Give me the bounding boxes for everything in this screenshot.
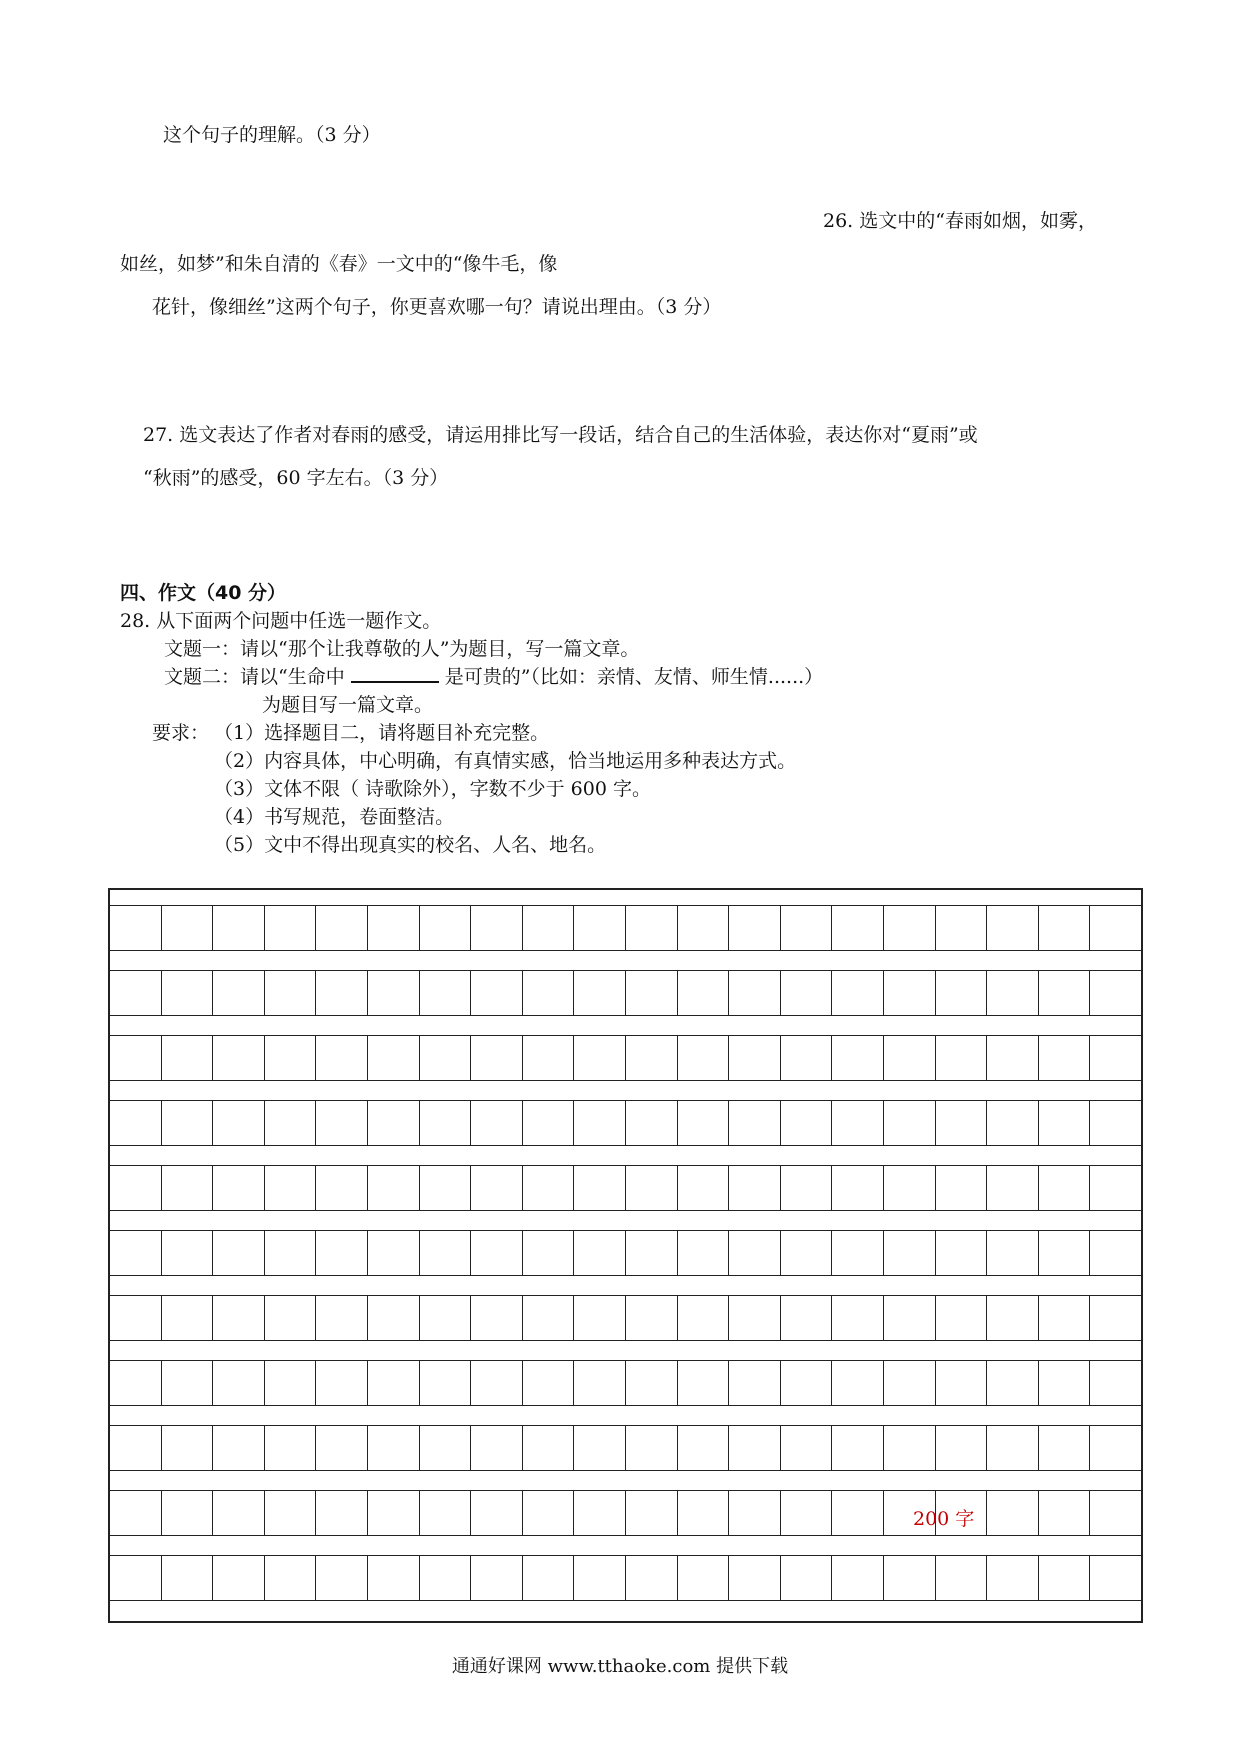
grid-cell[interactable] [471,1231,523,1275]
grid-cell[interactable] [781,1231,833,1275]
grid-cell[interactable] [1039,1036,1091,1080]
grid-cell[interactable] [368,1296,420,1340]
grid-cell[interactable] [265,1101,317,1145]
grid-cell[interactable] [626,1491,678,1535]
grid-cell[interactable] [832,1556,884,1600]
q26-line2: 如丝，如梦”和朱自清的《春》一文中的“像牛毛，像 [120,253,558,275]
grid-cell[interactable] [523,1361,575,1405]
grid-cell[interactable] [678,1426,730,1470]
grid-cell[interactable] [110,1491,162,1535]
grid-cell[interactable] [523,1426,575,1470]
grid-cell[interactable] [368,1231,420,1275]
grid-cell[interactable] [678,1036,730,1080]
grid-cell[interactable] [471,1361,523,1405]
grid-cell[interactable] [523,1101,575,1145]
q27-line2: “秋雨”的感受，60 字左右。（3 分） [143,467,449,489]
grid-cell[interactable] [1039,906,1091,950]
grid-cell[interactable] [213,906,265,950]
grid-cell[interactable] [213,1296,265,1340]
grid-cell[interactable] [213,971,265,1015]
grid-cell[interactable] [213,1426,265,1470]
grid-cell[interactable] [420,1361,472,1405]
grid-cell[interactable] [368,1491,420,1535]
grid-cell[interactable] [729,1036,781,1080]
grid-cell[interactable] [1039,1101,1091,1145]
grid-cell[interactable] [574,1491,626,1535]
grid-cell[interactable] [1039,1296,1091,1340]
grid-row [110,1490,1141,1536]
grid-cell[interactable] [265,1166,317,1210]
grid-cell[interactable] [265,1036,317,1080]
grid-cell[interactable] [110,971,162,1015]
grid-cell[interactable] [265,1296,317,1340]
topic-2-continuation: 为题目写一篇文章。 [262,694,434,716]
requirements-label: 要求： [152,722,210,744]
grid-cell[interactable] [574,1556,626,1600]
grid-cell[interactable] [213,1036,265,1080]
grid-cell[interactable] [832,1166,884,1210]
requirement-1: （1）选择题目二，请将题目补充完整。 [214,722,550,744]
grid-cell[interactable] [420,1556,472,1600]
grid-cell[interactable] [884,1556,936,1600]
grid-cell[interactable] [936,971,988,1015]
grid-cell[interactable] [110,1426,162,1470]
grid-cell[interactable] [1090,906,1141,950]
topic-blank [351,665,439,683]
grid-cell[interactable] [574,1166,626,1210]
grid-cell[interactable] [884,906,936,950]
grid-cell[interactable] [987,1231,1039,1275]
composition-heading: 四、作文（40 分） [120,582,287,604]
grid-cell[interactable] [368,1101,420,1145]
grid-cell[interactable] [678,1361,730,1405]
grid-cell[interactable] [471,906,523,950]
grid-cell[interactable] [523,1036,575,1080]
grid-cell[interactable] [1039,1361,1091,1405]
grid-cell[interactable] [1039,1556,1091,1600]
grid-cell[interactable] [781,1426,833,1470]
grid-cell[interactable] [626,1166,678,1210]
grid-cell[interactable] [420,1491,472,1535]
grid-cell[interactable] [110,1036,162,1080]
grid-cell[interactable] [162,971,214,1015]
grid-cell[interactable] [523,1556,575,1600]
grid-cell[interactable] [781,1296,833,1340]
grid-cell[interactable] [420,1101,472,1145]
grid-cell[interactable] [1039,1491,1091,1535]
grid-cell[interactable] [729,1296,781,1340]
grid-cell[interactable] [523,1491,575,1535]
grid-cell[interactable] [420,971,472,1015]
grid-cell[interactable] [729,1101,781,1145]
grid-cell[interactable] [523,971,575,1015]
grid-cell[interactable] [420,1231,472,1275]
grid-cell[interactable] [729,971,781,1015]
grid-row [110,905,1141,951]
grid-cell[interactable] [781,1101,833,1145]
grid-cell[interactable] [471,1166,523,1210]
grid-cell[interactable] [884,1166,936,1210]
grid-cell[interactable] [471,1556,523,1600]
grid-cell[interactable] [1090,1166,1141,1210]
grid-cell[interactable] [1090,1296,1141,1340]
grid-cell[interactable] [368,906,420,950]
grid-cell[interactable] [265,1231,317,1275]
grid-cell[interactable] [574,1101,626,1145]
grid-cell[interactable] [162,1426,214,1470]
grid-cell[interactable] [781,1361,833,1405]
grid-cell[interactable] [678,1231,730,1275]
grid-cell[interactable] [987,1491,1039,1535]
grid-cell[interactable] [832,1361,884,1405]
grid-cell[interactable] [574,1231,626,1275]
grid-row [110,1555,1141,1601]
grid-cell[interactable] [1090,971,1141,1015]
grid-cell[interactable] [265,1556,317,1600]
grid-cell[interactable] [110,1556,162,1600]
grid-cell[interactable] [936,1166,988,1210]
grid-cell[interactable] [162,1296,214,1340]
grid-cell[interactable] [936,1101,988,1145]
grid-cell[interactable] [471,1296,523,1340]
grid-cell[interactable] [936,1426,988,1470]
grid-cell[interactable] [1090,1361,1141,1405]
grid-cell[interactable] [936,1361,988,1405]
grid-row [110,1425,1141,1471]
grid-cell[interactable] [523,1231,575,1275]
grid-cell[interactable] [832,971,884,1015]
grid-cell[interactable] [471,1036,523,1080]
grid-cell[interactable] [162,1361,214,1405]
grid-cell[interactable] [368,1036,420,1080]
grid-cell[interactable] [316,1426,368,1470]
grid-cell[interactable] [729,1426,781,1470]
grid-cell[interactable] [162,1166,214,1210]
grid-cell[interactable] [316,1231,368,1275]
grid-cell[interactable] [213,1556,265,1600]
grid-cell[interactable] [316,906,368,950]
grid-cell[interactable] [574,971,626,1015]
grid-cell[interactable] [884,1101,936,1145]
grid-cell[interactable] [678,906,730,950]
grid-cell[interactable] [832,1426,884,1470]
grid-cell[interactable] [781,1491,833,1535]
composition-grid[interactable] [108,888,1143,1623]
topic-2-prefix: 文题二：请以“生命中 [164,666,345,688]
q25-tail: 这个句子的理解。（3 分） [163,124,381,146]
grid-cell[interactable] [368,971,420,1015]
grid-cell[interactable] [420,1166,472,1210]
q26-line3: 花针，像细丝”这两个句子，你更喜欢哪一句？请说出理由。（3 分） [152,296,722,318]
grid-cell[interactable] [678,1556,730,1600]
grid-cell[interactable] [110,906,162,950]
grid-cell[interactable] [729,1556,781,1600]
grid-cell[interactable] [987,1556,1039,1600]
grid-cell[interactable] [420,1426,472,1470]
grid-cell[interactable] [1090,1491,1141,1535]
grid-cell[interactable] [110,1231,162,1275]
grid-cell[interactable] [884,1296,936,1340]
grid-cell[interactable] [626,1556,678,1600]
grid-cell[interactable] [884,1231,936,1275]
grid-cell[interactable] [471,1491,523,1535]
grid-cell[interactable] [1039,1426,1091,1470]
grid-cell[interactable] [213,1166,265,1210]
requirement-4: （4）书写规范，卷面整洁。 [214,806,455,828]
grid-cell[interactable] [110,1166,162,1210]
grid-cell[interactable] [1090,1101,1141,1145]
grid-cell[interactable] [626,1036,678,1080]
grid-cell[interactable] [729,1491,781,1535]
grid-cell[interactable] [265,906,317,950]
grid-cell[interactable] [574,1036,626,1080]
topic-2-suffix: 是可贵的”（比如：亲情、友情、师生情......） [444,666,824,688]
grid-cell[interactable] [1039,1231,1091,1275]
requirement-2: （2）内容具体，中心明确，有真情实感，恰当地运用多种表达方式。 [214,750,797,772]
grid-cell[interactable] [574,1361,626,1405]
grid-row [110,970,1141,1016]
grid-row [110,1360,1141,1406]
grid-row [110,1295,1141,1341]
grid-cell[interactable] [368,1426,420,1470]
grid-cell[interactable] [523,1166,575,1210]
grid-cell[interactable] [213,1491,265,1535]
grid-cell[interactable] [626,1231,678,1275]
grid-cell[interactable] [368,1361,420,1405]
q27-line1: 27. 选文表达了作者对春雨的感受，请运用排比写一段话，结合自己的生活体验，表达你对“夏雨”或 [143,424,978,446]
q28-prompt: 28. 从下面两个问题中任选一题作文。 [120,610,442,632]
grid-cell[interactable] [781,971,833,1015]
grid-cell[interactable] [936,1556,988,1600]
grid-row [110,1165,1141,1211]
grid-cell[interactable] [781,1166,833,1210]
grid-cell[interactable] [265,1491,317,1535]
grid-cell[interactable] [471,971,523,1015]
grid-cell[interactable] [213,1101,265,1145]
grid-cell[interactable] [316,1101,368,1145]
grid-cell[interactable] [729,1231,781,1275]
grid-cell[interactable] [626,1361,678,1405]
grid-row [110,1100,1141,1146]
grid-cell[interactable] [987,971,1039,1015]
grid-cell[interactable] [884,971,936,1015]
grid-cell[interactable] [729,906,781,950]
grid-cell[interactable] [781,906,833,950]
grid-cell[interactable] [265,971,317,1015]
topic-1: 文题一：请以“那个让我尊敬的人”为题目，写一篇文章。 [164,638,640,660]
grid-cell[interactable] [832,1231,884,1275]
grid-cell[interactable] [987,1101,1039,1145]
grid-cell[interactable] [987,1036,1039,1080]
grid-cell[interactable] [626,1296,678,1340]
grid-cell[interactable] [987,906,1039,950]
grid-cell[interactable] [678,971,730,1015]
grid-cell[interactable] [420,1296,472,1340]
grid-cell[interactable] [626,1101,678,1145]
grid-cell[interactable] [678,1166,730,1210]
grid-cell[interactable] [678,1101,730,1145]
grid-cell[interactable] [110,1296,162,1340]
grid-cell[interactable] [987,1361,1039,1405]
grid-cell[interactable] [1090,1036,1141,1080]
grid-cell[interactable] [678,1296,730,1340]
grid-cell[interactable] [213,1231,265,1275]
grid-cell[interactable] [832,906,884,950]
grid-cell[interactable] [368,1556,420,1600]
requirement-5: （5）文中不得出现真实的校名、人名、地名。 [214,834,607,856]
grid-cell[interactable] [574,1426,626,1470]
grid-cell[interactable] [987,1166,1039,1210]
grid-cell[interactable] [316,1036,368,1080]
grid-cell[interactable] [316,1296,368,1340]
topic-2 [164,662,823,689]
grid-cell[interactable] [1090,1231,1141,1275]
grid-cell[interactable] [936,906,988,950]
grid-cell[interactable] [162,1231,214,1275]
grid-cell[interactable] [316,1491,368,1535]
grid-cell[interactable] [162,906,214,950]
grid-cell[interactable] [729,1166,781,1210]
grid-cell[interactable] [162,1491,214,1535]
grid-cell[interactable] [884,1361,936,1405]
grid-cell[interactable] [936,1231,988,1275]
grid-row [110,1230,1141,1276]
grid-cell[interactable] [420,906,472,950]
footer: 通通好课网 www.tthaoke.com 提供下载 [451,1656,789,1677]
grid-cell[interactable] [832,1296,884,1340]
grid-cell[interactable] [316,1361,368,1405]
grid-cell[interactable] [523,1296,575,1340]
grid-cell[interactable] [832,1036,884,1080]
grid-cell[interactable] [110,1361,162,1405]
grid-cell[interactable] [265,1426,317,1470]
grid-cell[interactable] [574,1296,626,1340]
grid-cell[interactable] [678,1491,730,1535]
grid-cell[interactable] [781,1556,833,1600]
grid-cell[interactable] [213,1361,265,1405]
word-count-marker: 200 字 [913,1508,975,1530]
grid-cell[interactable] [316,971,368,1015]
grid-cell[interactable] [781,1036,833,1080]
grid-cell[interactable] [1090,1556,1141,1600]
grid-cell[interactable] [936,1036,988,1080]
grid-cell[interactable] [987,1296,1039,1340]
grid-cell[interactable] [832,1491,884,1535]
grid-cell[interactable] [316,1166,368,1210]
grid-cell[interactable] [471,1101,523,1145]
grid-cell[interactable] [729,1361,781,1405]
grid-cell[interactable] [1039,971,1091,1015]
grid-cell[interactable] [626,1426,678,1470]
grid-cell[interactable] [368,1166,420,1210]
grid-cell[interactable] [884,1036,936,1080]
q26-line1: 26. 选文中的“春雨如烟，如雾， [823,210,1097,232]
grid-cell[interactable] [574,906,626,950]
grid-cell[interactable] [626,906,678,950]
grid-cell[interactable] [471,1426,523,1470]
grid-cell[interactable] [162,1556,214,1600]
grid-cell[interactable] [420,1036,472,1080]
grid-cell[interactable] [162,1101,214,1145]
grid-cell[interactable] [316,1556,368,1600]
grid-cell[interactable] [1090,1426,1141,1470]
grid-cell[interactable] [626,971,678,1015]
grid-cell[interactable] [162,1036,214,1080]
grid-cell[interactable] [1039,1166,1091,1210]
grid-cell[interactable] [936,1296,988,1340]
grid-cell[interactable] [832,1101,884,1145]
grid-cell[interactable] [884,1426,936,1470]
requirement-3: （3）文体不限（ 诗歌除外），字数不少于 600 字。 [214,778,651,800]
grid-cell[interactable] [265,1361,317,1405]
grid-cell[interactable] [987,1426,1039,1470]
grid-row [110,1035,1141,1081]
grid-cell[interactable] [110,1101,162,1145]
grid-cell[interactable] [523,906,575,950]
